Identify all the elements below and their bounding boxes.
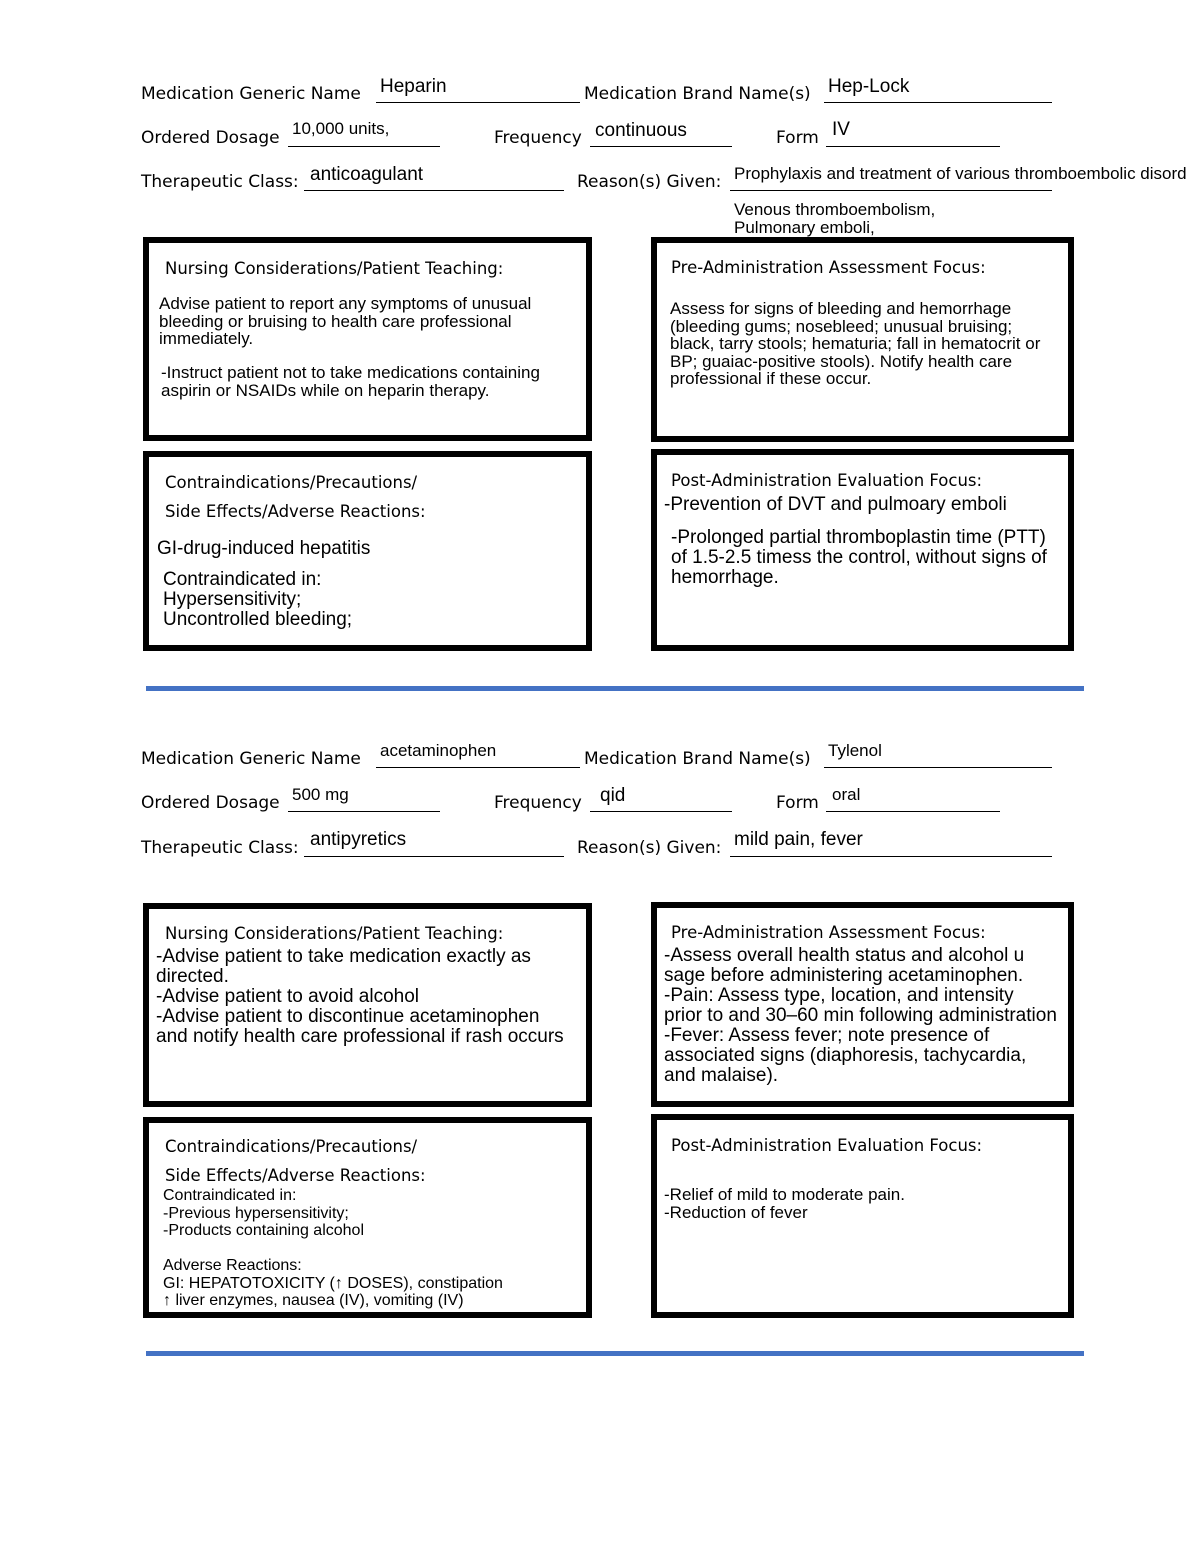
generic-name-label: Medication Generic Name	[141, 84, 361, 104]
nursing-considerations-box	[143, 903, 592, 1107]
frequency-value: continuous	[595, 120, 687, 141]
pre-administration-title: Pre-Administration Assessment Focus:	[671, 258, 986, 277]
nursing-considerations-text: -Advise patient to take medication exactly as directed. -Advise patient to avoid alcohol -Advise patient to discontinue acetaminophen and notify health care professional if rash occurs	[156, 946, 564, 1047]
therapeutic-class-label: Therapeutic Class:	[141, 838, 299, 858]
contraindications-box	[143, 1117, 592, 1318]
contraindications-box	[143, 451, 592, 651]
generic-name-line	[376, 767, 580, 768]
contraindications-title-2: Side Effects/Adverse Reactions:	[165, 502, 426, 521]
contraindications-text: Contraindicated in: -Previous hypersensitivity; -Products containing alcohol Adverse Reactions: GI: HEPATOTOXICITY (↑ DOSES), constipation ↑ liver enzymes, nausea (IV), vomiting (IV)	[163, 1187, 503, 1309]
contraindications-title-1: Contraindications/Precautions/	[165, 1137, 418, 1156]
section-divider-1	[146, 686, 1084, 691]
pre-administration-text: Assess for signs of bleeding and hemorrhage (bleeding gums; nosebleed; unusual bruising; black, tarry stools; hematuria; fall in hematocrit or BP; guaiac-positive stools). Notify health care professional if these occur.	[670, 299, 1041, 388]
form-value: oral	[832, 785, 861, 804]
ordered-dosage-label: Ordered Dosage	[141, 128, 280, 148]
frequency-value: qid	[600, 785, 626, 806]
form-value: IV	[832, 119, 850, 140]
reasons-given-label: Reason(s) Given:	[577, 838, 722, 858]
post-administration-text-2: -Prolonged partial thromboplastin time (PTT) of 1.5-2.5 timess the control, without signs of hemorrhage.	[671, 527, 1047, 588]
contraindications-text-2: Contraindicated in: Hypersensitivity; Uncontrolled bleeding;	[163, 569, 353, 630]
form-line	[826, 811, 1000, 812]
post-administration-box	[651, 449, 1074, 651]
form-line	[826, 146, 1000, 147]
nursing-considerations-text-2: -Instruct patient not to take medications containing aspirin or NSAIDs while on heparin therapy.	[161, 363, 540, 400]
frequency-line	[590, 811, 732, 812]
frequency-label: Frequency	[494, 128, 582, 148]
frequency-label: Frequency	[494, 793, 582, 813]
contraindications-title-2: Side Effects/Adverse Reactions:	[165, 1166, 426, 1185]
brand-name-line	[824, 767, 1052, 768]
ordered-dosage-value: 500 mg	[292, 785, 349, 804]
post-administration-title: Post-Administration Evaluation Focus:	[671, 1136, 983, 1155]
contraindications-text-1: GI-drug-induced hepatitis	[157, 538, 371, 559]
contraindications-title-1: Contraindications/Precautions/	[165, 473, 418, 492]
pre-administration-text: -Assess overall health status and alcohol u sage before administering acetaminophen. -Pain: Assess type, location, and intensity prior to and 30–60 min following administration -Fever: Assess fever; note presence of associated signs (diaphoresis, tachycardia, and malaise).	[664, 946, 1057, 1086]
reasons-given-line	[730, 190, 1052, 191]
nursing-considerations-box	[143, 237, 592, 441]
reasons-given-value: mild pain, fever	[734, 829, 863, 850]
frequency-line	[590, 146, 732, 147]
generic-name-value: acetaminophen	[380, 741, 497, 760]
post-administration-text-1: -Prevention of DVT and pulmoary emboli	[664, 494, 1007, 515]
therapeutic-class-value: antipyretics	[310, 829, 407, 850]
ordered-dosage-line	[288, 146, 440, 147]
therapeutic-class-label: Therapeutic Class:	[141, 172, 299, 192]
reasons-given-value: Prophylaxis and treatment of various thromboembolic disord	[734, 164, 1187, 183]
generic-name-label: Medication Generic Name	[141, 749, 361, 769]
brand-name-label: Medication Brand Name(s)	[584, 84, 811, 104]
generic-name-line	[376, 102, 580, 103]
brand-name-value: Hep-Lock	[828, 76, 910, 97]
generic-name-value: Heparin	[380, 76, 447, 97]
brand-name-line	[824, 102, 1052, 103]
pre-administration-title: Pre-Administration Assessment Focus:	[671, 923, 986, 942]
section-divider-2	[146, 1351, 1084, 1356]
post-administration-title: Post-Administration Evaluation Focus:	[671, 471, 983, 490]
nursing-considerations-title: Nursing Considerations/Patient Teaching:	[165, 924, 504, 943]
reasons-given-label: Reason(s) Given:	[577, 172, 722, 192]
form-label: Form	[776, 128, 819, 148]
post-administration-text: -Relief of mild to moderate pain. -Reduction of fever	[664, 1185, 905, 1222]
therapeutic-class-line	[304, 856, 564, 857]
therapeutic-class-line	[304, 190, 564, 191]
reasons-given-line	[730, 856, 1052, 857]
form-label: Form	[776, 793, 819, 813]
nursing-considerations-title: Nursing Considerations/Patient Teaching:	[165, 259, 504, 278]
therapeutic-class-value: anticoagulant	[310, 164, 424, 185]
pre-administration-box	[651, 902, 1074, 1107]
post-administration-box	[651, 1114, 1074, 1318]
nursing-considerations-text-1: Advise patient to report any symptoms of unusual bleeding or bruising to health care professional immediately.	[159, 294, 532, 348]
pre-administration-box	[651, 237, 1074, 442]
ordered-dosage-value: 10,000 units,	[292, 119, 390, 138]
reasons-given-extra: Venous thromboembolism, Pulmonary emboli,	[734, 200, 936, 237]
brand-name-value: Tylenol	[828, 741, 882, 760]
ordered-dosage-line	[288, 811, 440, 812]
ordered-dosage-label: Ordered Dosage	[141, 793, 280, 813]
brand-name-label: Medication Brand Name(s)	[584, 749, 811, 769]
